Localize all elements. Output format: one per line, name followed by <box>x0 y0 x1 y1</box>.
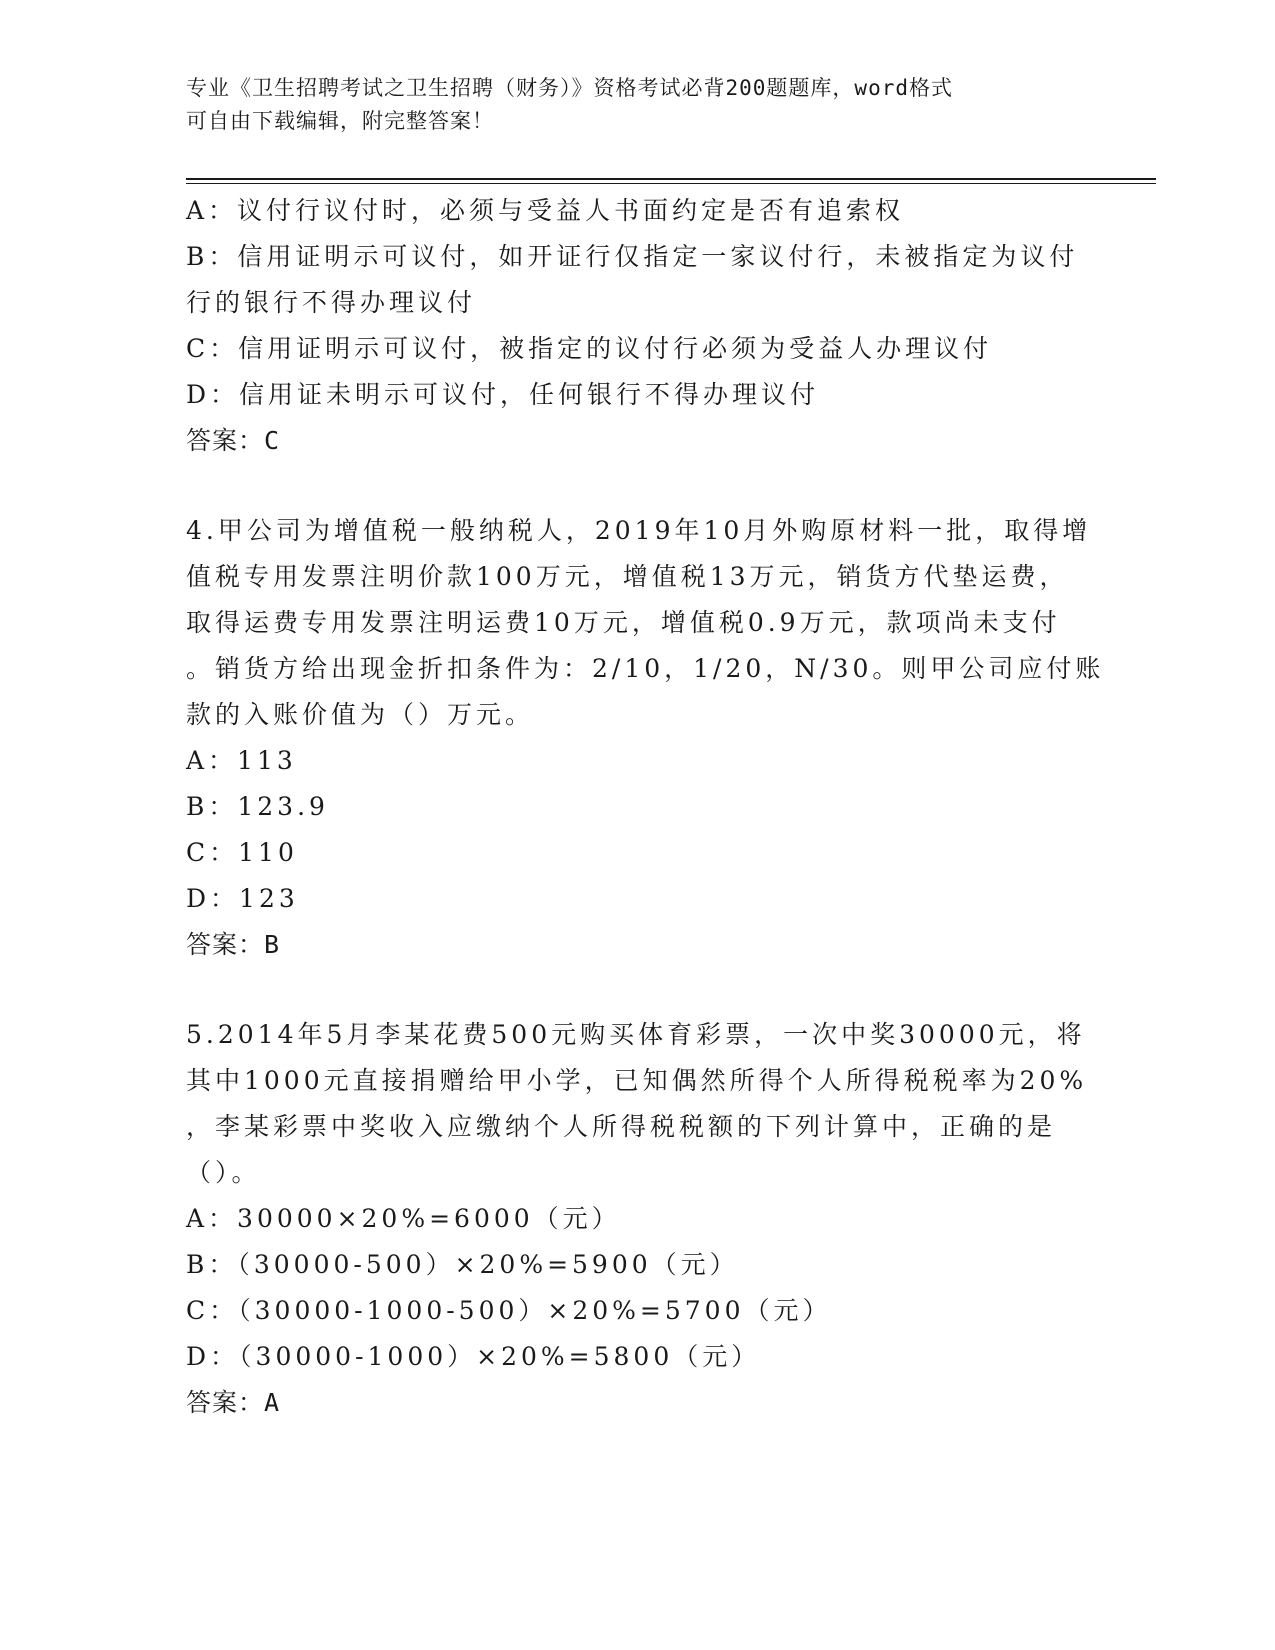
document-body <box>186 188 1105 1426</box>
q5-answer: 答案：A <box>186 1388 281 1417</box>
spacer <box>186 968 1086 1012</box>
q4-answer: 答案：B <box>186 930 281 959</box>
q5-stem-line: 5.2014年5月李某花费500元购买体育彩票，一次中奖30000元，将 <box>186 1020 1086 1049</box>
q5-option-c: C：（30000-1000-500）×20%=5700（元） <box>186 1296 832 1325</box>
q4-option-b: B：123.9 <box>186 792 329 821</box>
header-divider-thin <box>186 183 1156 184</box>
q4-stem-line: 款的入账价值为（）万元。 <box>186 700 535 729</box>
q5-stem-line: ，李某彩票中奖收入应缴纳个人所得税税额的下列计算中，正确的是 <box>186 1112 1057 1141</box>
header-line-2: 可自由下载编辑，附完整答案！ <box>186 109 494 133</box>
q3-option-a: A：议付行议付时，必须与受益人书面约定是否有追索权 <box>186 196 905 225</box>
q4-stem-line: 。销货方给出现金折扣条件为：2/10，1/20，N/30。则甲公司应付账 <box>186 654 1105 683</box>
question-5 <box>186 1012 1086 1426</box>
q3-option-d: D：信用证未明示可议付，任何银行不得办理议付 <box>186 380 820 409</box>
q5-option-b: B：（30000-500）×20%=5900（元） <box>186 1250 739 1279</box>
q4-stem-line: 值税专用发票注明价款100万元，增值税13万元，销货方代垫运费， <box>186 562 1069 591</box>
q5-stem-line: （）。 <box>186 1158 261 1187</box>
q4-option-d: D：123 <box>186 884 299 913</box>
q4-option-a: A：113 <box>186 746 297 775</box>
q3-option-b-cont: 行的银行不得办理议付 <box>186 288 477 317</box>
q4-stem-line: 4.甲公司为增值税一般纳税人，2019年10月外购原材料一批，取得增 <box>186 516 1092 545</box>
q3-option-c: C：信用证明示可议付，被指定的议付行必须为受益人办理议付 <box>186 334 993 363</box>
q5-option-a: A：30000×20%=6000（元） <box>186 1204 621 1233</box>
question-4 <box>186 508 1105 968</box>
document-header <box>186 72 1086 138</box>
q3-option-b: B：信用证明示可议付，如开证行仅指定一家议付行，未被指定为议付 <box>186 242 1079 271</box>
spacer <box>186 464 1086 508</box>
q4-stem-line: 取得运费专用发票注明运费10万元，增值税0.9万元，款项尚未支付 <box>186 608 1061 637</box>
q3-answer: 答案：C <box>186 426 281 455</box>
header-divider-thick <box>186 178 1156 180</box>
question-3 <box>186 188 1086 464</box>
q5-stem-line: 其中1000元直接捐赠给甲小学，已知偶然所得个人所得税税率为20% <box>186 1066 1088 1095</box>
q5-option-d: D：（30000-1000）×20%=5800（元） <box>186 1342 761 1371</box>
q4-option-c: C：110 <box>186 838 298 867</box>
header-line-1: 专业《卫生招聘考试之卫生招聘（财务）》资格考试必背200题题库，word格式 <box>186 76 953 100</box>
